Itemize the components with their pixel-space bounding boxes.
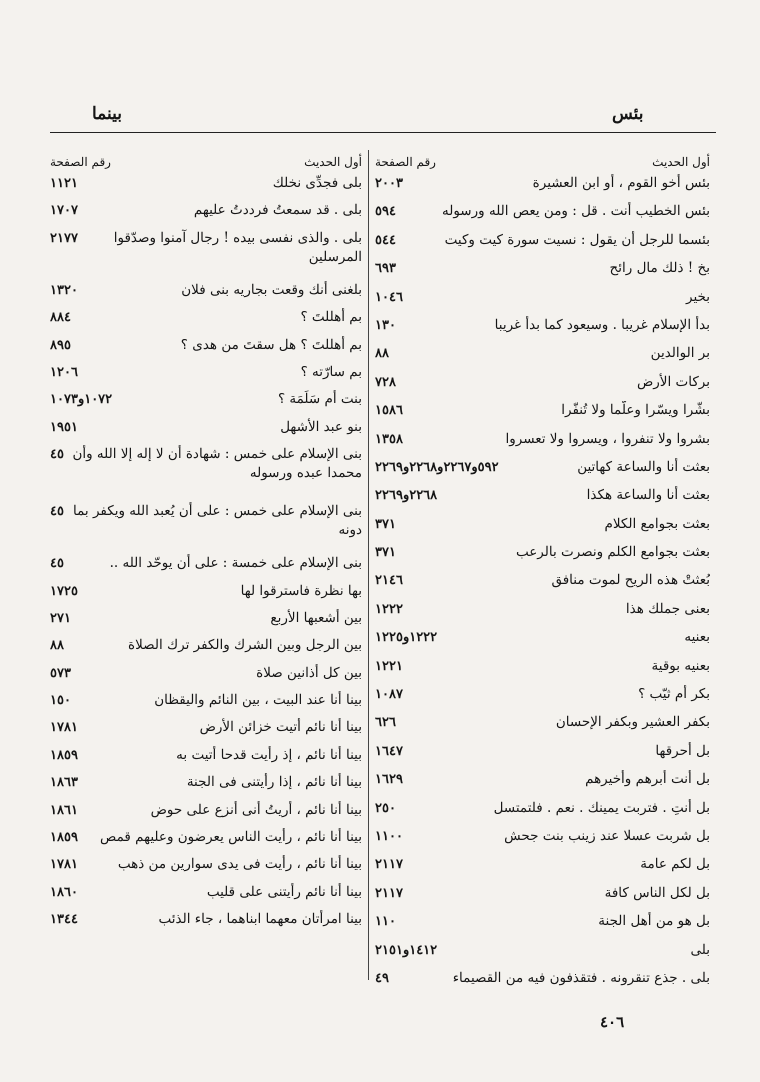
hadith-opening: بئسما للرجل أن يقول : نسيت سورة كيت وكيت <box>444 231 710 248</box>
hadith-opening: بينا أنا عند البيت ، بين النائم واليقظان <box>154 692 362 709</box>
column-divider <box>368 150 369 980</box>
page-reference: ٤٩ <box>375 970 389 986</box>
hadith-opening: بئس الخطيب أنت . قل : ومن يعص الله ورسوله <box>441 203 710 220</box>
hadith-opening: بعثت أنا والساعة كهاتين <box>577 458 710 475</box>
page-reference: ٥٩٤ <box>375 204 396 220</box>
hadith-opening: بخ ! ذلك مال رائح <box>609 260 710 277</box>
page-reference: ٨٨ <box>375 346 389 362</box>
hadith-opening: بر الوالدين <box>650 345 710 362</box>
hadith-opening: بخير <box>686 288 710 305</box>
page-reference: ٣٧١ <box>375 545 396 561</box>
index-entry <box>50 174 362 201</box>
index-entry <box>375 344 710 372</box>
column-header-first: أول الحديث <box>304 155 362 169</box>
hadith-opening: بعنيه بوقية <box>651 657 710 674</box>
page-reference: ١٧٨١ <box>50 857 78 873</box>
page-reference: ٦٢٦ <box>375 715 396 731</box>
hadith-opening: بعنى جملك هذا <box>625 600 710 617</box>
hadith-opening: بئس أخو القوم ، أو ابن العشيرة <box>532 175 710 191</box>
index-entry <box>375 571 710 599</box>
index-entry <box>375 827 710 855</box>
page-reference: ٥٧٣ <box>50 665 71 681</box>
hadith-opening: بين أشعبها الأربع <box>270 609 362 626</box>
hadith-opening: بينا أنا نائم ، رأيت الناس يعرضون وعليهم قمص <box>100 829 362 846</box>
index-entry <box>375 202 710 230</box>
running-header-left: بينما <box>92 104 122 124</box>
page-reference: ١٥٨٦ <box>375 403 403 419</box>
page-reference: ١٧٢٥ <box>50 583 78 599</box>
index-entry <box>375 543 710 571</box>
page-reference: ٨٨٤ <box>50 310 71 326</box>
index-entry <box>375 912 710 940</box>
index-entry <box>50 773 362 800</box>
page-reference: ٦٩٣ <box>375 261 396 277</box>
index-entry <box>50 718 362 745</box>
hadith-opening: بنى الإسلام على خمس : شهادة أن لا إله إلا الله وأن محمدا عبده ورسوله <box>72 446 362 482</box>
page-reference: ٣٧١ <box>375 516 396 532</box>
index-entry <box>50 664 362 691</box>
index-entry <box>375 742 710 770</box>
hadith-opening: بلى . قد سمعتُ فرددتُ عليهم <box>193 202 362 219</box>
hadith-opening: بلغنى أنك وقعت بجاريه بنى فلان <box>181 281 362 298</box>
page-number: ٤٠٦ <box>600 1013 625 1031</box>
page-reference: ١٣٠ <box>375 317 396 333</box>
page-reference: ٢١١٧ <box>375 857 403 873</box>
page-reference: ٥٩٢و٢٢٦٧و٢٢٦٨و٢٢٦٩ <box>375 459 499 475</box>
page-reference: ١٧٨١ <box>50 720 78 736</box>
hadith-opening: بينا أنا نائم ، أريتُ أنى أنزع على حوض <box>150 801 362 818</box>
page-reference: ١٣٢٠ <box>50 282 78 298</box>
hadith-opening: بينا امرأتان معهما ابناهما ، جاء الذئب <box>158 911 362 928</box>
page-reference: ٧٢٨ <box>375 374 396 390</box>
page-reference: ٤٥ <box>50 504 64 520</box>
hadith-opening: بعنيه <box>684 629 710 646</box>
index-entry <box>375 401 710 429</box>
hadith-opening: بل لكم عامة <box>640 856 710 873</box>
page-reference: ١٨٦٠ <box>50 884 78 900</box>
hadith-opening: بلى . جذع تنقرونه . فتقذفون فيه من القصيماء <box>452 969 710 986</box>
hadith-opening: بنت أم سَلَمَة ؟ <box>277 391 362 408</box>
index-entry <box>50 609 362 636</box>
hadith-opening: بها نظرة فاسترقوا لها <box>240 582 362 599</box>
hadith-opening: بعثت بجوامع الكلام <box>604 515 710 532</box>
running-header-right: بئس <box>612 104 644 124</box>
index-entry <box>375 600 710 628</box>
column-header <box>50 150 362 174</box>
hadith-opening: بم أهللتَ ؟ <box>300 309 362 326</box>
page-reference: ٤٥ <box>50 556 64 572</box>
hadith-opening: بل شربت عسلا عند زينب بنت جحش <box>504 827 710 844</box>
hadith-opening: بلى . والذى نفسى بيده ! رجال آمنوا وصدّقوا المرسلين <box>113 229 362 265</box>
page-reference: ١٢٢٢و١٢٢٥ <box>375 630 438 646</box>
index-entry <box>50 828 362 855</box>
page-reference: ١٤١٢و٢١٥١ <box>375 942 438 958</box>
page-reference: ١٨٥٩ <box>50 747 78 763</box>
page-reference: ١١٠٠ <box>375 828 403 844</box>
hadith-opening: بنى الإسلام على خمس : على أن يُعبد الله ويكفر بما دونه <box>73 503 362 539</box>
index-entry <box>375 685 710 713</box>
index-entry <box>375 770 710 798</box>
index-entry <box>375 855 710 883</box>
hadith-opening: بشروا ولا تنفروا ، ويسروا ولا تعسروا <box>505 430 710 447</box>
hadith-opening: بل لكل الناس كافة <box>604 884 710 901</box>
index-entry <box>375 941 710 969</box>
index-entry <box>375 884 710 912</box>
page-reference: ١٠٧٢و١٠٧٣ <box>50 392 113 408</box>
index-entry <box>50 636 362 663</box>
index-entry <box>50 691 362 718</box>
header-rule <box>50 132 716 133</box>
hadith-opening: بدأ الإسلام غريبا . وسيعود كما بدأ غريبا <box>494 316 710 333</box>
page-reference: ١٦٤٧ <box>375 743 403 759</box>
index-entry <box>375 174 710 202</box>
index-entry <box>50 554 362 581</box>
hadith-opening: بلى <box>690 941 710 958</box>
hadith-opening: بينا أنا نائم رأيتنى على قليب <box>206 883 362 900</box>
hadith-opening: بشّرا ويسّرا وعلّما ولا تُنفّرا <box>561 402 710 419</box>
hadith-opening: بينا أنا نائم ، رأيت فى يدى سوارين من ذهب <box>117 856 362 873</box>
page-reference: ١٧٠٧ <box>50 203 78 219</box>
page-reference: ٨٩٥ <box>50 337 71 353</box>
hadith-opening: بلى فجدِّى نخلك <box>272 175 362 191</box>
index-entry <box>375 799 710 827</box>
hadith-opening: بينا أنا نائم ، إذ رأيت قدحا أتيت به <box>176 746 362 763</box>
index-entry <box>50 746 362 773</box>
index-entry <box>50 801 362 828</box>
column-header-number: رقم الصفحة <box>50 155 111 169</box>
column-header-first: أول الحديث <box>652 155 710 169</box>
page-reference: ١٦٢٩ <box>375 772 403 788</box>
page-reference: ٢١١٧ <box>375 885 403 901</box>
hadith-opening: بين كل أذانين صلاة <box>256 664 362 681</box>
hadith-opening: بعثت بجوامع الكلم ونصرت بالرعب <box>515 544 710 561</box>
index-entry <box>375 288 710 316</box>
index-entry <box>375 231 710 259</box>
hadith-opening: بعثت أنا والساعة هكذا <box>586 487 710 504</box>
page-reference: ٢٠٠٣ <box>375 176 403 191</box>
page-reference: ١٥٠ <box>50 693 71 709</box>
hadith-opening: بينا أنا نائم أتيت خزائن الأرض <box>199 719 362 736</box>
page-reference: ١٠٤٦ <box>375 289 403 305</box>
page-reference: ٢٢٦٨و٢٢٦٩ <box>375 488 438 504</box>
index-entry <box>375 316 710 344</box>
index-entry <box>50 229 362 281</box>
page-reference: ٢٥٠ <box>375 800 396 816</box>
index-entry <box>375 259 710 287</box>
hadith-opening: بكر أم ثيّب ؟ <box>638 686 710 703</box>
column-header <box>375 150 710 174</box>
index-entry <box>375 373 710 401</box>
hadith-opening: بركات الأرض <box>636 373 710 390</box>
page-reference: ٨٨ <box>50 638 64 654</box>
page-reference: ١٨٦٣ <box>50 775 78 791</box>
index-entry <box>375 628 710 656</box>
index-entry <box>50 308 362 335</box>
hadith-opening: بكفر العشير وبكفر الإحسان <box>555 714 710 731</box>
index-entry <box>375 657 710 685</box>
page-reference: ١٢٢١ <box>375 658 403 674</box>
page-reference: ١٠٨٧ <box>375 687 403 703</box>
page-reference: ١٢٠٦ <box>50 364 78 380</box>
hadith-opening: بم سارّته ؟ <box>300 363 362 380</box>
hadith-opening: بل أنت أبرهم وأخيرهم <box>585 771 710 788</box>
page-reference: ١٩٥١ <box>50 419 78 435</box>
hadith-opening: بل أنتِ . فتربت يمينك . نعم . فلتمتسل <box>493 799 710 816</box>
column-header-number: رقم الصفحة <box>375 155 436 169</box>
index-entry <box>50 502 362 554</box>
index-entry <box>50 910 362 937</box>
index-column-left <box>50 150 362 938</box>
index-entry <box>50 855 362 882</box>
index-entry <box>50 363 362 390</box>
page-reference: ١١٢١ <box>50 176 78 191</box>
index-entry <box>50 418 362 445</box>
index-entry <box>50 582 362 609</box>
page-reference: ١٨٥٩ <box>50 830 78 846</box>
hadith-opening: بم أهللتَ ؟ هل سقتَ من هدى ؟ <box>180 336 362 353</box>
index-entry <box>50 201 362 228</box>
page-reference: ٢١٤٦ <box>375 573 403 589</box>
index-entry <box>50 445 362 502</box>
index-entry <box>50 281 362 308</box>
index-entry <box>375 458 710 486</box>
index-column-right <box>375 150 710 997</box>
index-entry <box>375 430 710 458</box>
page-reference: ٢٧١ <box>50 610 71 626</box>
page-reference: ١١٠ <box>375 914 396 930</box>
page-reference: ٥٤٤ <box>375 232 396 248</box>
page-reference: ٤٥ <box>50 447 64 463</box>
page-reference: ١٣٤٤ <box>50 912 78 928</box>
index-entry <box>50 336 362 363</box>
page-reference: ١٢٢٢ <box>375 601 403 617</box>
hadith-opening: بل هو من أهل الجنة <box>598 913 710 930</box>
hadith-opening: بل أحرقها <box>655 742 710 759</box>
hadith-opening: بنى الإسلام على خمسة : على أن يوحّد الله .. <box>109 555 362 572</box>
page-reference: ١٣٥٨ <box>375 431 403 447</box>
hadith-opening: بين الرجل وبين الشرك والكفر ترك الصلاة <box>128 637 362 654</box>
page-reference: ٢١٧٧ <box>50 230 78 246</box>
index-entry <box>375 969 710 997</box>
index-entry <box>375 713 710 741</box>
hadith-opening: بنو عبد الأشهل <box>280 418 362 435</box>
index-entry <box>50 390 362 417</box>
page-reference: ١٨٦١ <box>50 802 78 818</box>
index-entry <box>375 515 710 543</box>
hadith-opening: بينا أنا نائم ، إذا رأيتنى فى الجنة <box>186 774 362 791</box>
index-entry <box>50 883 362 910</box>
hadith-opening: بُعثتْ هذه الريح لموت منافق <box>551 572 710 589</box>
index-entry <box>375 486 710 514</box>
